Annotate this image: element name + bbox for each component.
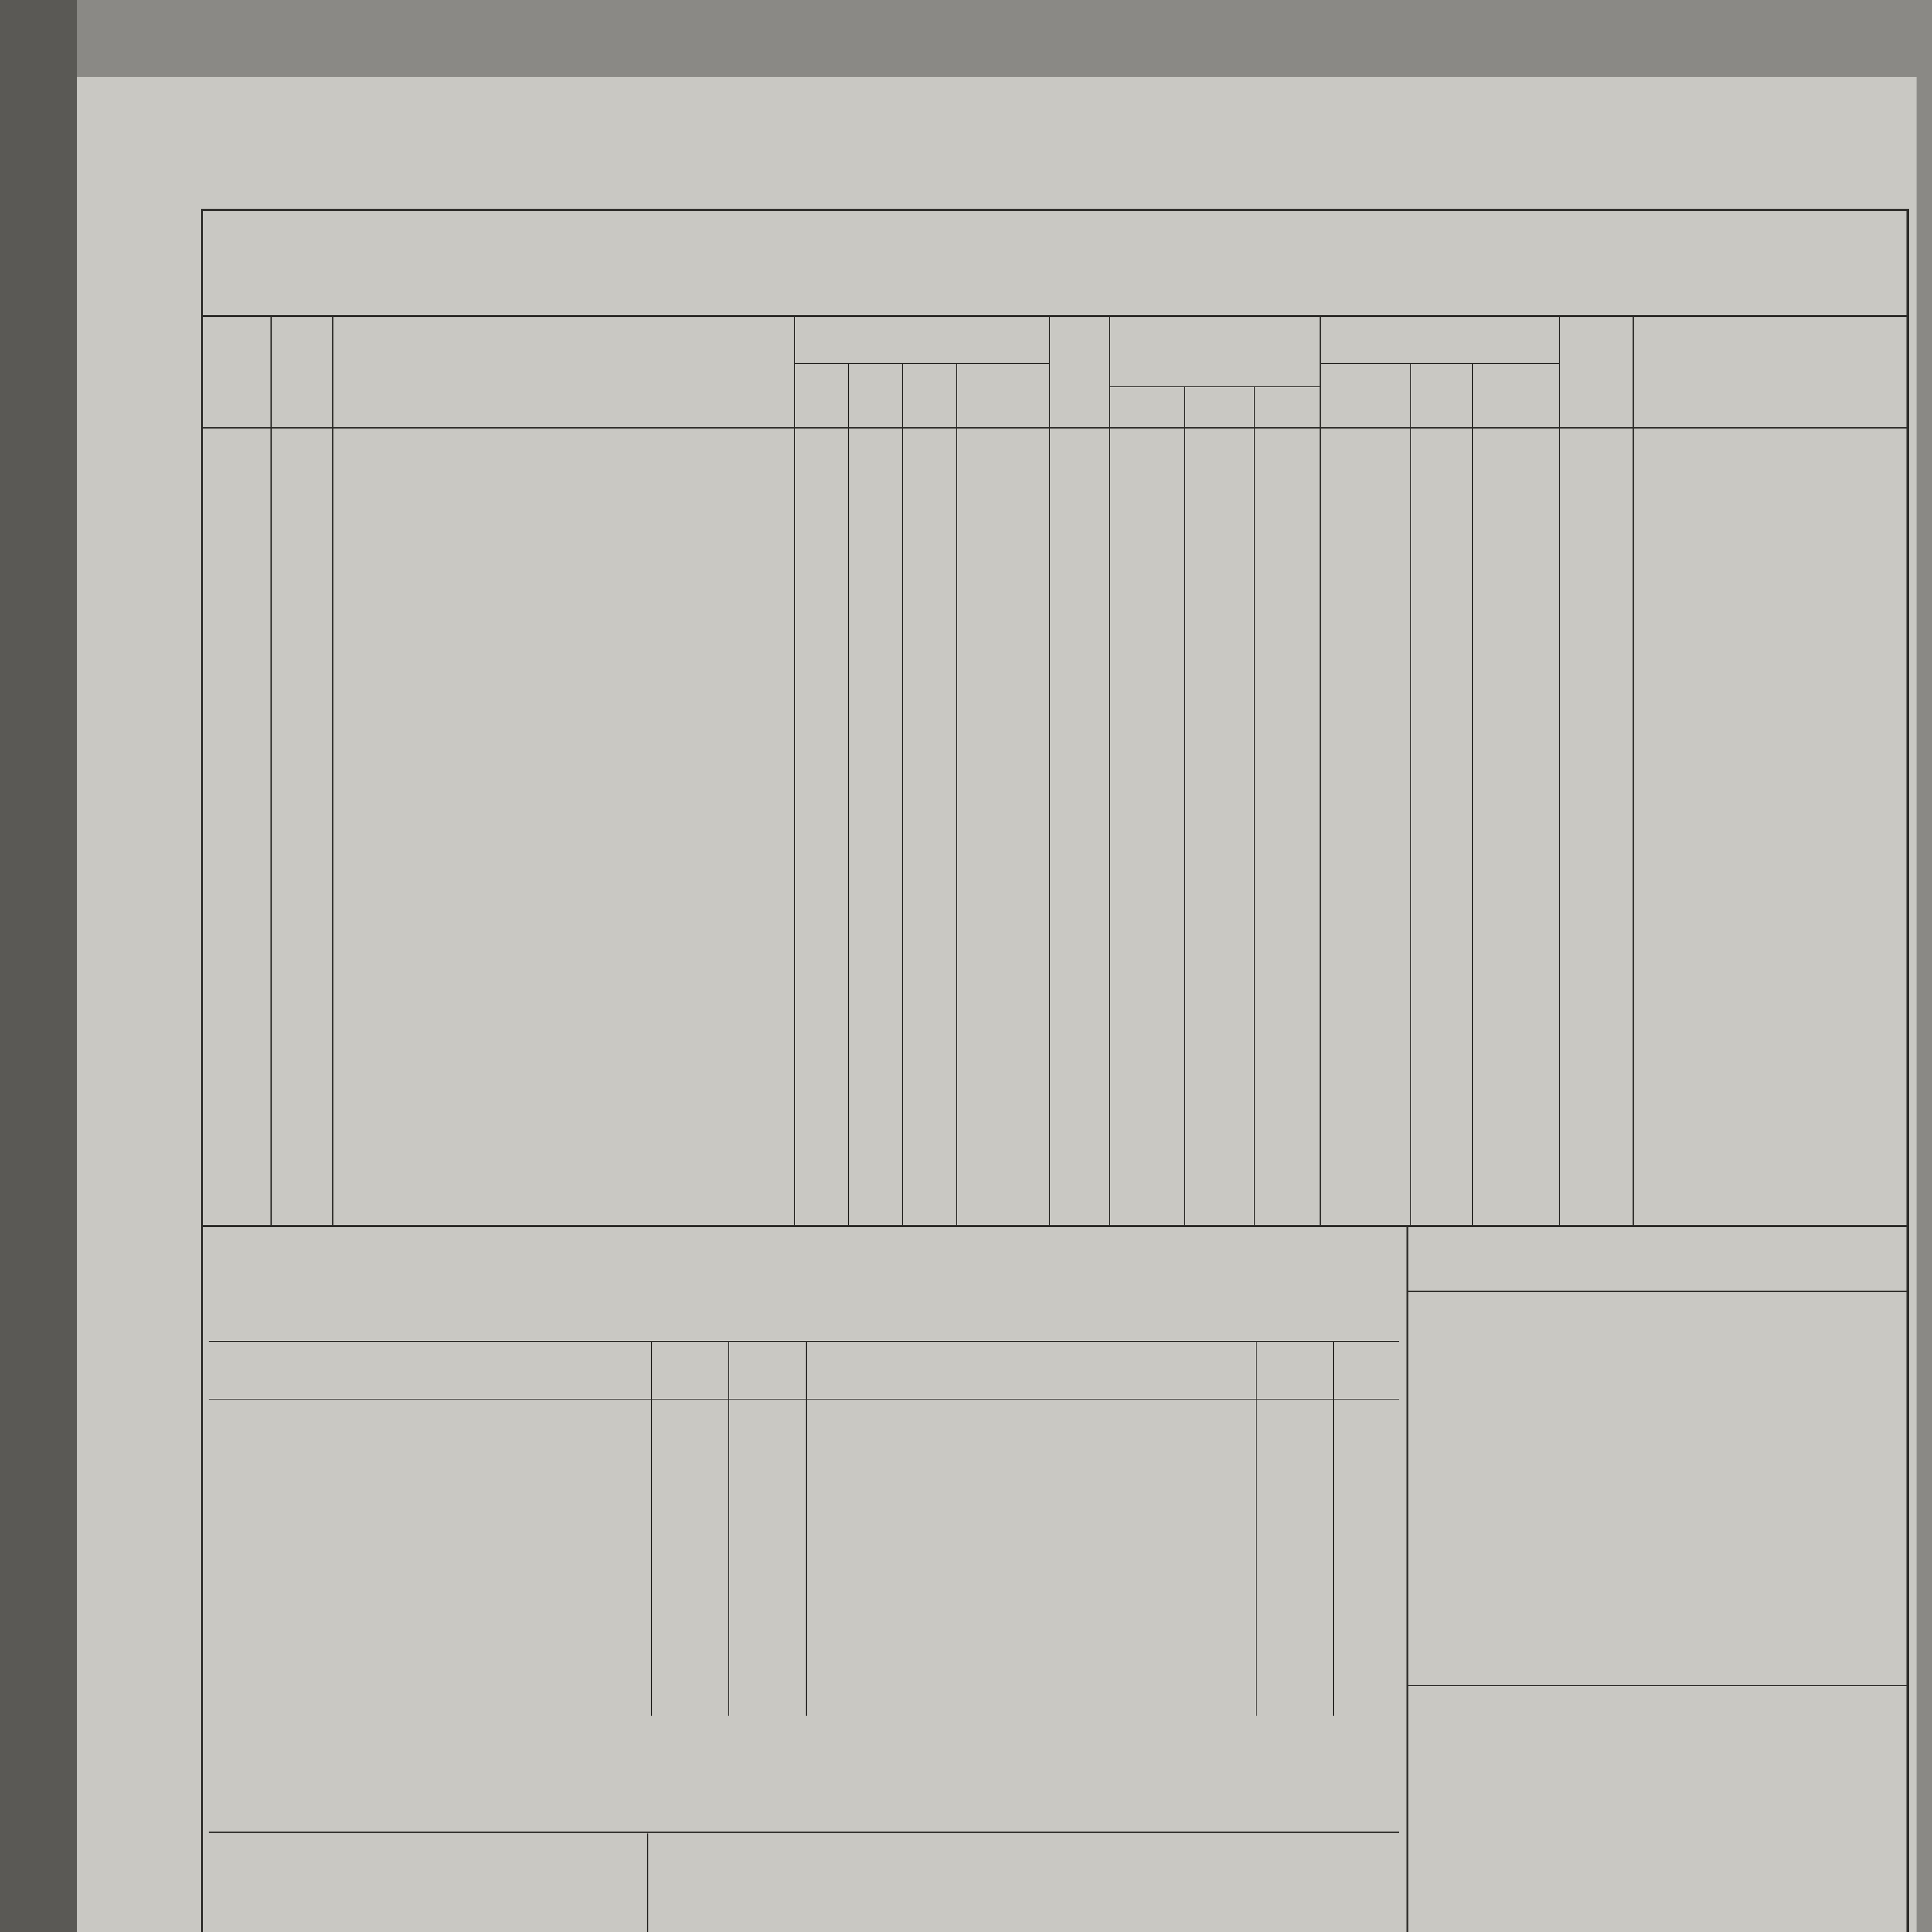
valeurs-rule [209, 1341, 1399, 1342]
col-rule [1109, 315, 1110, 1225]
col-rule [1320, 315, 1321, 1225]
articles-rule [209, 1832, 1399, 1833]
sub-rule [1109, 386, 1320, 387]
col-rule [848, 363, 849, 1225]
valeurs-col-rule [806, 1341, 807, 1716]
table-top-rule [201, 315, 1909, 317]
col-rule [1410, 363, 1411, 1225]
col-rule [1184, 386, 1185, 1225]
col-rule [1633, 315, 1634, 1225]
table-header-rule [201, 427, 1909, 429]
col-rule [794, 315, 795, 1225]
col-rule [1254, 386, 1255, 1225]
valeurs-col-rule [1256, 1341, 1257, 1716]
col-rule [1559, 315, 1560, 1225]
valeurs-col-rule [728, 1341, 729, 1716]
scan-border-left [0, 0, 77, 1932]
valeurs-col-rule [651, 1341, 652, 1716]
col-rule [1472, 363, 1473, 1225]
col-rule [1049, 315, 1050, 1225]
col-rule [332, 315, 333, 1225]
page-frame [201, 209, 1909, 1932]
articles-divider [647, 1833, 648, 1932]
changes-rule [1408, 1291, 1909, 1292]
col-rule [270, 315, 272, 1225]
col-rule [956, 363, 957, 1225]
changes-divider [1406, 1227, 1408, 1932]
col-rule [902, 363, 903, 1225]
table-bottom-rule [201, 1225, 1909, 1227]
valeurs-col-rule [1333, 1341, 1334, 1716]
sub-rule [1320, 363, 1559, 364]
changes-bottom-rule [1408, 1685, 1909, 1686]
valeurs-rule [209, 1399, 1399, 1400]
sub-rule [794, 363, 1049, 364]
